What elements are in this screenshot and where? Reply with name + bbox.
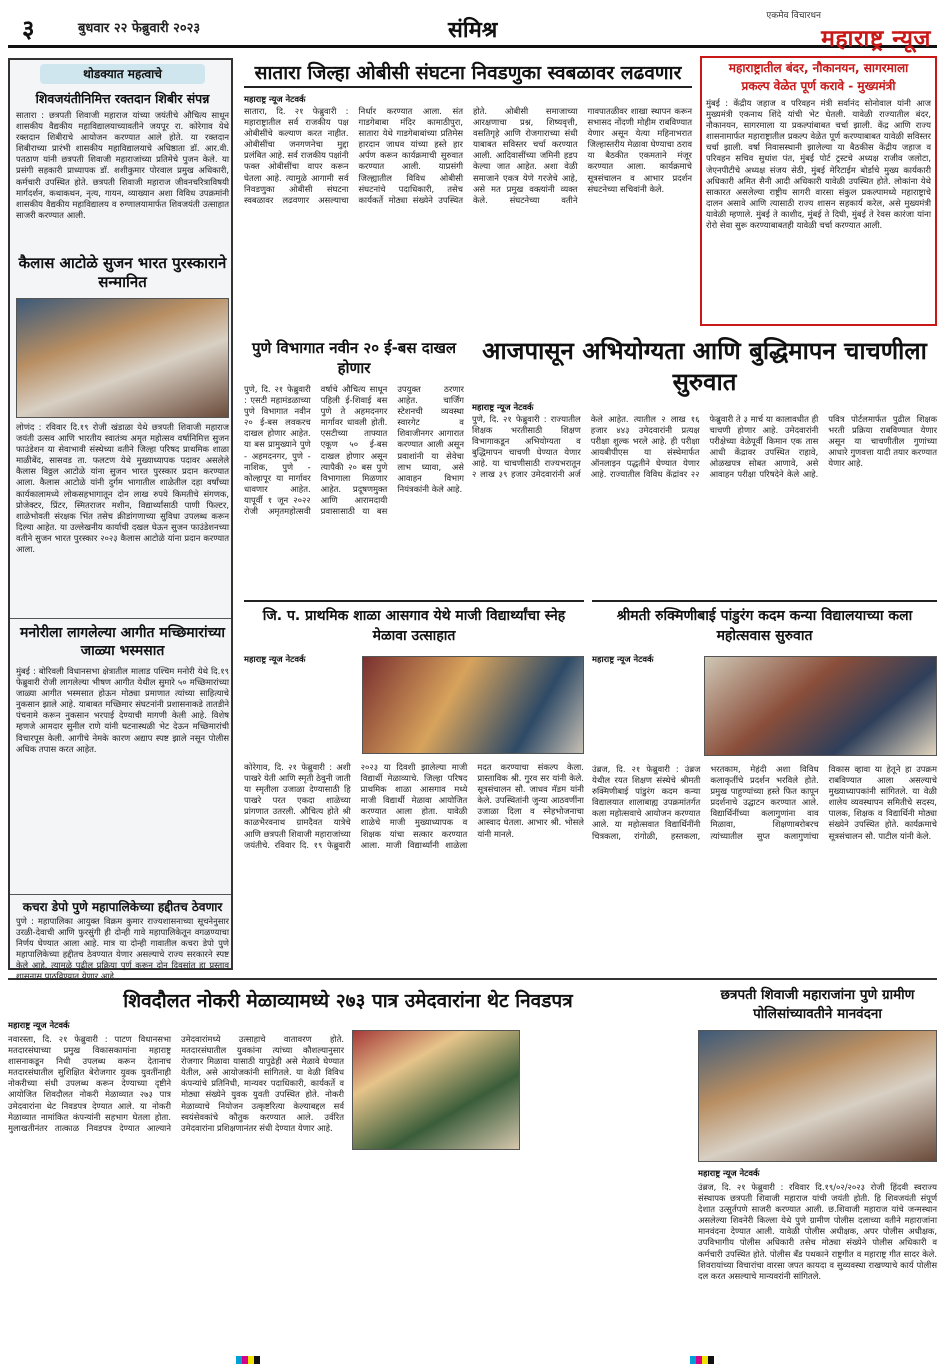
masthead-name: महाराष्ट्र न्यूज: [821, 26, 931, 52]
masthead: [766, 8, 931, 53]
jobs-headline: शिवदौलत नोकरी मेळाव्यामध्ये २७३ पात्र उमेदवारांना थेट निवडपत्र: [123, 990, 573, 1012]
jobs-byline: महाराष्ट्र न्यूज नेटवर्क: [8, 1020, 70, 1030]
brief-1-headline: शिवजयंतीनिमित्त रक्तदान शिबीर संपन्न: [35, 91, 210, 106]
ports-headline-2: प्रकल्प वेळेत पूर्ण करावे - मुख्यमंत्री: [741, 79, 896, 93]
jobs-photo: [352, 1030, 520, 1150]
exams-headline: आजपासून अभियोग्यता आणि बुद्धिमापन चाचणीला सुरुवात: [482, 337, 927, 396]
jobs-body-continued: [528, 1034, 688, 1352]
aasgaon-story: [244, 600, 584, 970]
rukmini-body: उंब्रज, दि. २१ फेब्रुवारी : उंब्रज येथील रयत शिक्षण संस्थेचे श्रीमती रुक्मिणीबाई पांडुरंग कदम कन्या विद्यालयात शालाबाह्य उपक्रमांतर्गत कला महोत्सवाचे आयोजन करण्यात आले. या महोत्सवात विद्यार्थिनींनी चित्रकला, रांगोळी, हस्तकला, भरतकाम, मेहंदी अशा विविध कलाकृतींचे प्रदर्शन भरविले होते. प्रमुख पाहुण्यांच्या हस्ते फित कापून प्रदर्शनाचे उद्घाटन करण्यात आले. विद्यार्थिनींच्या कलागुणांना वाव मिळावा, शिक्षणाबरोबरच त्यांच्यातील सुप्त कलागुणांचा विकास व्हावा या हेतूने हा उपक्रम राबविण्यात आला असल्याचे मुख्याध्यापकांनी सांगितले. या वेळी शालेय व्यवस्थापन समितीचे सदस्य, पालक, शिक्षक व विद्यार्थिनी मोठ्या संख्येने उपस्थित होते. कार्यक्रमाचे सूत्रसंचालन सौ. पाटील यांनी केले.: [592, 764, 937, 841]
police-story: [698, 986, 937, 1352]
page-header: [8, 6, 937, 52]
rukmini-headline: श्रीमती रुक्मिणीबाई पांडुरंग कदम कन्या विद्यालयाच्या कला महोत्सवास सुरुवात: [616, 608, 913, 644]
issue-date: बुधवार २२ फेब्रुवारी २०२३: [78, 21, 201, 36]
brief-2-headline: कैलास आटोळे सुजन भारत पुरस्काराने सन्मानित: [18, 254, 227, 291]
exams-byline: महाराष्ट्र न्यूज नेटवर्क: [472, 402, 534, 412]
police-photo: [698, 1030, 937, 1162]
satara-body: सातारा, दि. २१ फेब्रुवारी : महाराष्ट्रातील सर्व राजकीय पक्ष ओबीसींचे कल्याण करत नाहीत. ओबीसींचा जनगणनेचा मुद्दा प्रलंबित आहे. सर्व राजकीय पक्षांनी फक्त ओबीसींचा वापर करून घेतला आहे. त्यामुळे आगामी सर्व निवडणुका ओबीसी संघटना स्वबळावर लढवणार असल्याचा निर्धार करण्यात आला. संत गाडगेबाबा मंदिर कामाठीपुरा, सातारा येथे गाडगेबाबांच्या प्रतिमेस हारदान जाधव यांच्या हस्ते हार अर्पण करून कार्यक्रमाची सुरुवात करण्यात आली. याप्रसंगी जिल्ह्यातील विविध ओबीसी संघटनांचे पदाधिकारी, तसेच कार्यकर्ते मोठ्या संख्येने उपस्थित होते. ओबीसी समाजाच्या आरक्षणाचा प्रश्न, शिष्यवृत्ती, वसतिगृहे आणि रोजगाराच्या संधी याबाबत सविस्तर चर्चा करण्यात आली. आदिवासींच्या जमिनी हडप केल्या जात आहेत. अशा वेळी समाजाने एकत्र येणे गरजेचे आहे, असे मत प्रमुख वक्त्यांनी व्यक्त केले. संघटनेच्या वतीने गावपातळीवर शाखा स्थापन करून सभासद नोंदणी मोहीम राबविण्यात येणार असून येत्या महिनाभरात जिल्हास्तरीय मेळावा घेण्याचा ठराव या बैठकीत एकमताने मंजूर करण्यात आला. कार्यक्रमाचे सूत्रसंचालन व आभार प्रदर्शन संघटनेच्या सचिवांनी केले.: [244, 106, 692, 205]
brief-4-headline: कचरा डेपो पुणे महापालिकेच्या हद्दीतच ठेवणार: [22, 900, 223, 914]
satara-byline: महाराष्ट्र न्यूज नेटवर्क: [244, 94, 306, 104]
aasgaon-headline: जि. प. प्राथमिक शाळा आसगाव येथे माजी विद्यार्थ्यांचा स्नेह मेळावा उत्साहात: [262, 608, 566, 644]
brief-2-body: लोणंद : रविवार दि.१९ रोजी खंडाळा येथे छत्रपती शिवाजी महाराज जयंती उत्सव आणि भारतीय स्वातंत्र्य अमृत महोत्सव वर्षानिमित्त सुजन फाउंडेशन या सेवाभावी संस्थेच्या वतीने जिल्हा परिषद प्राथमिक शाळा माळीबेंद, सासवड ता. फलटण येथे मुख्याध्यापक पदावर असलेले कैलास विठ्ठल आटोळे यांना सुजन भारत पुरस्कार प्रदान करण्यात आला. कैलास आटोळे यांनी दुर्गम भागातील शाळेतील दहा वर्षांच्या कार्यकालामध्ये लोकसहभागातून दोन लाख रुपये किमतीचे संगणक, प्रोजेक्टर, प्रिंटर, स्मितराजर मशीन, विद्यार्थ्यांसाठी पाणी फिल्टर, शाळेभोवती संरक्षक भिंत तसेच क्रीडांगणाच्या सुविधा उपलब्ध करून दिल्या आहेत. या उल्लेखनीय कार्याची दखल घेऊन सुजन फाउंडेशनच्या वतीने सुजन भारत पुरस्कार २०२३ कैलास आटोळे यांना प्रदान करण्यात आला.: [16, 422, 229, 555]
ports-headline-1: महाराष्ट्रातील बंदर, नौकानयन, सागरमाला: [728, 61, 909, 75]
police-body: उंब्रज, दि. २१ फेब्रुवारी : रविवार दि.१९/०२/२०२३ रोजी हिंदवी स्वराज्य संस्थापक छत्रपती शिवाजी महाराज यांची जयंती होती. हि शिवजयंती संपूर्ण देशात उत्सुर्तपणे साजरी करण्यात आली. छ.शिवाजी महाराज यांचे जन्मस्थान असलेल्या शिवनेरी किल्ला येथे पुणे ग्रामीण पोलीस दलाच्या वतीने महाराजांना मानवंदना देण्यात आली. यावेळी पोलीस अधीक्षक, अपर पोलीस अधीक्षक, उपविभागीय पोलीस अधिकारी तसेच मोठ्या संख्येने पोलीस अधिकारी व कर्मचारी उपस्थित होते. पोलीस बँड पथकाने राष्ट्रगीत व महाराष्ट्र गीत सादर केले. शिवरायांच्या विचारांचा वारसा जपत कायदा व सुव्यवस्था राखण्याचे कार्य पोलीस दल करत असल्याचे मान्यवरांनी सांगितले.: [698, 1182, 937, 1281]
brief-4-body: पुणे : महापालिका आयुक्त विक्रम कुमार राज्यशासनाच्या सूचनेनुसार उरळी-देवाची आणि फुरसुंगी ही दोन्ही गावे महापालिकेतून वगळण्याचा निर्णय घेण्यात आला आहे. मात्र या दोन्ही गावातील कचरा डेपो पुणे महापालिकेच्या हद्दीतच ठेवण्यात येणार असल्याचे राज्य सरकारने स्पष्ट केले आहे. त्यामुळे पुढील प्रक्रिया पूर्ण करून दोन दिवसांत हा प्रस्ताव शासनास पाठविण्यात येणार आहे.: [16, 916, 229, 982]
jobs-body: नवारस्ता, दि. २१ फेब्रुवारी : पाटण विधानसभा मतदारसंघाच्या प्रमुख विकासकामांना महाराष्ट्र शासनाकडून निधी उपलब्ध करून देतानाच मतदारसंघातील सुशिक्षित बेरोजगार युवक युवतींनाही नोकरीच्या संधी उपलब्ध करून देण्याच्या दृष्टीने आयोजित शिवदौलत नोकरी मेळाव्यात २७३ पात्र उमेदवारांना थेट निवडपत्र देण्यात आले. या नोकरी मेळाव्यात नामांकित कंपन्यांनी सहभाग घेतला होता. मुलाखतीनंतर तात्काळ निवडपत्र देण्यात आल्याने उमेदवारांमध्ये उत्साहाचे वातावरण होते. मतदारसंघातील युवकांना त्यांच्या कौशल्यानुसार रोजगार मिळावा यासाठी यापुढेही असे मेळावे घेण्यात येतील, असे आयोजकांनी सांगितले. या वेळी विविध कंपन्यांचे प्रतिनिधी, मान्यवर पदाधिकारी, कार्यकर्ते व मोठ्या संख्येने युवक युवती उपस्थित होते. नोकरी मेळाव्याचे नियोजन उत्कृष्टरित्या केल्याबद्दल सर्व स्वयंसेवकांचे कौतुक करण्यात आले. उर्वरित उमेदवारांना प्रशिक्षणानंतर संधी देण्यात येणार आहे.: [8, 1034, 344, 1133]
brief-2-photo: [16, 298, 229, 418]
masthead-tagline: एकमेव विचारधन: [766, 11, 821, 21]
ports-box: [700, 56, 937, 326]
brief-3-headline: मनोरीला लागलेल्या आगीत मच्छिमारांच्या जाळ्या भस्मसात: [20, 625, 225, 659]
rukmini-photo: [704, 656, 937, 756]
section-title: संमिश्र: [448, 18, 498, 43]
bottom-divider: [8, 978, 937, 980]
registration-mark: [254, 1356, 260, 1364]
registration-mark: [708, 1356, 714, 1364]
rukmini-story: [592, 600, 937, 970]
page-number: ३: [22, 15, 35, 43]
police-byline: महाराष्ट्र न्यूज नेटवर्क: [698, 1168, 760, 1178]
rukmini-byline: महाराष्ट्र न्यूज नेटवर्क: [592, 654, 654, 664]
ebus-headline: पुणे विभागात नवीन २० ई-बस दाखल होणार: [251, 339, 457, 377]
police-headline: छत्रपती शिवाजी महाराजांना पुणे ग्रामीण पोलिसांच्यावतीने मानवंदना: [720, 987, 915, 1022]
exams-body: पुणे, दि. २१ फेब्रुवारी : राज्यातील शिक्षक भरतीसाठी शिक्षण विभागाकडून अभियोग्यता व बुद्धिमापन चाचणी घेण्यात येणार आहे. या चाचणीसाठी राज्यभरातून २ लाख ३९ हजार उमेदवारांनी अर्ज केले आहेत. त्यातील २ लाख १६ हजार ४४३ उमेदवारांनी प्रत्यक्ष परीक्षा शुल्क भरले आहे. ही परीक्षा आयबीपीएस या संस्थेमार्फत ऑनलाइन पद्धतीने घेण्यात येणार आहे. राज्यातील विविध केंद्रांवर २२ फेब्रुवारी ते ३ मार्च या कालावधीत ही चाचणी होणार आहे. उमेदवारांनी परीक्षेच्या वेळेपूर्वी किमान एक तास आधी केंद्रावर उपस्थित राहावे, ओळखपत्र सोबत आणावे, असे आवाहन परीक्षा परिषदेने केले आहे. पवित्र पोर्टलमार्फत पुढील शिक्षक भरती प्रक्रिया राबविण्यात येणार असून या चाचणीतील गुणांच्या आधारे गुणवत्ता यादी तयार करण्यात येणार आहे.: [472, 414, 937, 480]
brief-3-body: मुंबई : बोरिवली विधानसभा क्षेत्रातील मालाड पश्चिम मनोरी येथे दि.१९ फेब्रुवारी रोजी लागलेल्या भीषण आगीत येथील सुमारे ५० मच्छिमारांच्या जाळ्या आगीत भस्मसात होऊन मोठ्या प्रमाणात त्यांच्या साहित्याचे नुकसान झाले आहे. याबाबत मच्छिमार संघटनांनी प्रशासनाकडे तातडीने पंचनामे करून नुकसान भरपाई देण्याची मागणी केली आहे. विशेष म्हणजे आमदार सुनील राणे यांनी घटनास्थळी भेट देऊन मच्छिमारांची विचारपूस केली. आगीचे नेमके कारण अद्याप स्पष्ट झाले नसून पोलीस अधिक तपास करत आहेत.: [16, 666, 229, 754]
sidebar-title: थोडक्यात महत्वाचे: [40, 64, 205, 84]
aasgaon-byline: महाराष्ट्र न्यूज नेटवर्क: [244, 654, 306, 664]
aasgaon-body: कोरेगाव, दि. २१ फेब्रुवारी : अशी पाखरे येती आणि स्मृती ठेवुनी जाती या स्मृतीला उजाळा देण्यासाठी हि पाखरे परत एकदा शाळेच्या प्रांगणात उतरली. औचित्य होते श्री काळभैरवनाथ ग्रामदैवत यात्रेचे आणि छत्रपती शिवाजी महाराजांच्या जयंतीचे. रविवार दि. १९ फेब्रुवारी २०२३ या दिवशी झालेल्या माजी विद्यार्थी मेळाव्याचे. जिल्हा परिषद प्राथमिक शाळा आसगाव मध्ये माजी विद्यार्थी मेळावा आयोजित करण्यात आला होता. यावेळी शाळेचे माजी मुख्याध्यापक व शिक्षक यांचा सत्कार करण्यात आला. माजी विद्यार्थ्यांनी शाळेला मदत करण्याचा संकल्प केला. प्रास्ताविक श्री. गुरव सर यांनी केले. सूत्रसंचालन सौ. जाधव मॅडम यांनी केले. उपस्थितांनी जुन्या आठवणींना उजाळा दिला व स्नेहभोजनाचा आस्वाद घेतला. आभार श्री. भोसले यांनी मानले.: [244, 762, 584, 850]
aasgaon-photo: [362, 656, 584, 754]
ports-body: मुंबई : केंद्रीय जहाज व परिवहन मंत्री सर्वानंद सोनोवाल यांनी आज मुख्यमंत्री एकनाथ शिंदे यांची भेट घेतली. यावेळी राज्यातील बंदर, नौकानयन, सागरमाला या प्रकल्पांबाबत चर्चा झाली. केंद्र आणि राज्य शासनामार्फत महाराष्ट्रातील प्रकल्प वेळेत पूर्ण करण्याबाबत यावेळी सविस्तर चर्चा झाली. वर्षा निवासस्थानी झालेल्या या बैठकीस केंद्रीय जहाज व परिवहन सचिव सुधांश पंत, मुंबई पोर्ट ट्रस्टचे अध्यक्ष राजीव जलोटा, जेएनपीटीचे अध्यक्ष संजय सेठी, मुंबई मेरिटाईम बोर्डाचे मुख्य कार्यकारी अधिकारी अमित सैनी आदी अधिकारी यावेळी उपस्थित होते. लोकांना येथे साकारत असलेल्या राष्ट्रीय सागरी वारसा संकुल प्रकल्पामध्ये महाराष्ट्राचे दालन असावे आणि त्यासाठी राज्य शासन सहकार्य करेल, असे मुख्यमंत्री यावेळी म्हणाले. मुंबई ते काशीद, मुंबई ते दिघी, मुंबई ते रेवस कारंजा यांना रोरो सेवा सुरू करण्याबाबतही यावेळी चर्चा करण्यात आली.: [706, 98, 931, 231]
brief-1-body: सातारा : छत्रपती शिवाजी महाराज यांच्या जयंतीचे औचित्य साधून शासकीय वैद्यकीय महाविद्यालयाच्यावतीने जयपूर रा. कोरेगाव येथे रक्तदान शिबीराचे आयोजन करण्यात आले होते. या रक्तदान शिबीराच्या प्रारंभी शासकीय महाविद्यालयाचे अधिष्ठाता डॉ. आर.वी. पतठाण यांनी छत्रपती शिवाजी महाराजांच्या प्रतिमेचे पुजन केले. या प्रसंगी सहकारी प्राध्यापक डॉ. शशीकुमार पोरवाल प्रमुख अधिकारी, कर्मचारी उपस्थित होते. छत्रपती शिवाजी महाराज जीवनचरित्राविषयी मार्गदर्शन, कथाकथन, नृत्य, गायन, व्याख्यान अशा विविध उपक्रमांनी शासकीय वैद्यकीय महाविद्यालय व रुग्णालयामार्फत शिवजयंती उत्साहात साजरी करण्यात आली.: [16, 110, 229, 220]
satara-headline: सातारा जिल्हा ओबीसी संघटना निवडणुका स्वबळावर लढवणार: [244, 58, 692, 88]
ebus-body: पुणे, दि. २१ फेब्रुवारी : एसटी महामंडळाच्या पुणे विभागात नवीन २० ई-बस लवकरच दाखल होणार आहेत. या बस प्रामुख्याने पुणे - अहमदनगर, पुणे - नाशिक, पुणे - कोल्हापूर या मार्गावर धावणार आहेत. यापूर्वी १ जून २०२२ रोजी अमृतमहोत्सवी वर्षाचे औचित्य साधून पहिली ई-शिवाई बस पुणे ते अहमदनगर मार्गावर धावली होती. एसटीच्या ताफ्यात एकूण ५० ई-बस दाखल होणार असून त्यापैकी २० बस पुणे विभागाला मिळणार आहेत. प्रदूषणमुक्त आणि आरामदायी प्रवासासाठी या बस उपयुक्त ठरणार आहेत. चार्जिंग स्टेशनची व्यवस्था स्वारगेट व शिवाजीनगर आगारात करण्यात आली असून प्रवाशांनी या सेवेचा लाभ घ्यावा, असे आवाहन विभाग नियंत्रकांनी केले आहे.: [244, 384, 464, 517]
sidebar-briefs: [8, 58, 233, 982]
